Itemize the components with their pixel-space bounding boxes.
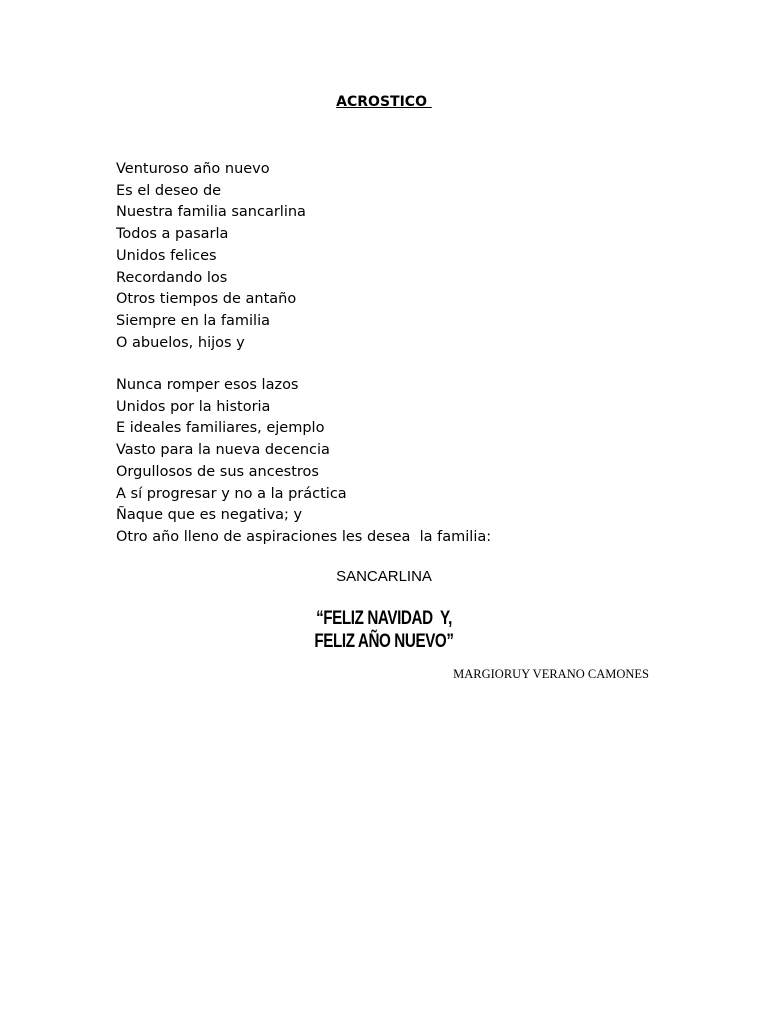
poem-line: Nuestra familia sancarlina: [116, 204, 306, 221]
document-title: ACROSTICO: [336, 94, 432, 110]
poem-line: Otro año lleno de aspiraciones les desea la familia:: [116, 528, 492, 545]
poem-line: Orgullosos de sus ancestros: [116, 463, 319, 480]
poem-line: Nunca romper esos lazos: [116, 377, 299, 393]
poem-line: O abuelos, hijos y: [116, 334, 245, 351]
signature-group-name: SANCARLINA: [336, 568, 432, 585]
poem-line: Es el deseo de: [116, 182, 222, 199]
poem-stanza-1: [116, 159, 306, 354]
poem-line: Recordando los: [116, 269, 228, 286]
poem-line: Unidos por la historia: [116, 398, 271, 415]
poem-line: Vasto para la nueva decencia: [116, 442, 330, 459]
poem-line: Venturoso año nuevo: [116, 161, 270, 177]
poem-stanza-2: [116, 375, 491, 549]
greeting-line: “FELIZ NAVIDAD Y,: [316, 608, 452, 629]
poem-line: Siempre en la familia: [116, 312, 270, 329]
poem-line: E ideales familiares, ejemplo: [116, 420, 325, 437]
author-name: MARGIORUY VERANO CAMONES: [453, 667, 649, 681]
poem-line: A sí progresar y no a la práctica: [116, 485, 347, 502]
poem-line: Ñaque que es negativa; y: [116, 507, 303, 524]
poem-line: Otros tiempos de antaño: [116, 291, 297, 308]
poem-line: Todos a pasarla: [116, 226, 229, 243]
holiday-greeting: [77, 607, 691, 653]
poem-line: Unidos felices: [116, 247, 217, 264]
greeting-line: FELIZ AÑO NUEVO”: [314, 631, 454, 652]
